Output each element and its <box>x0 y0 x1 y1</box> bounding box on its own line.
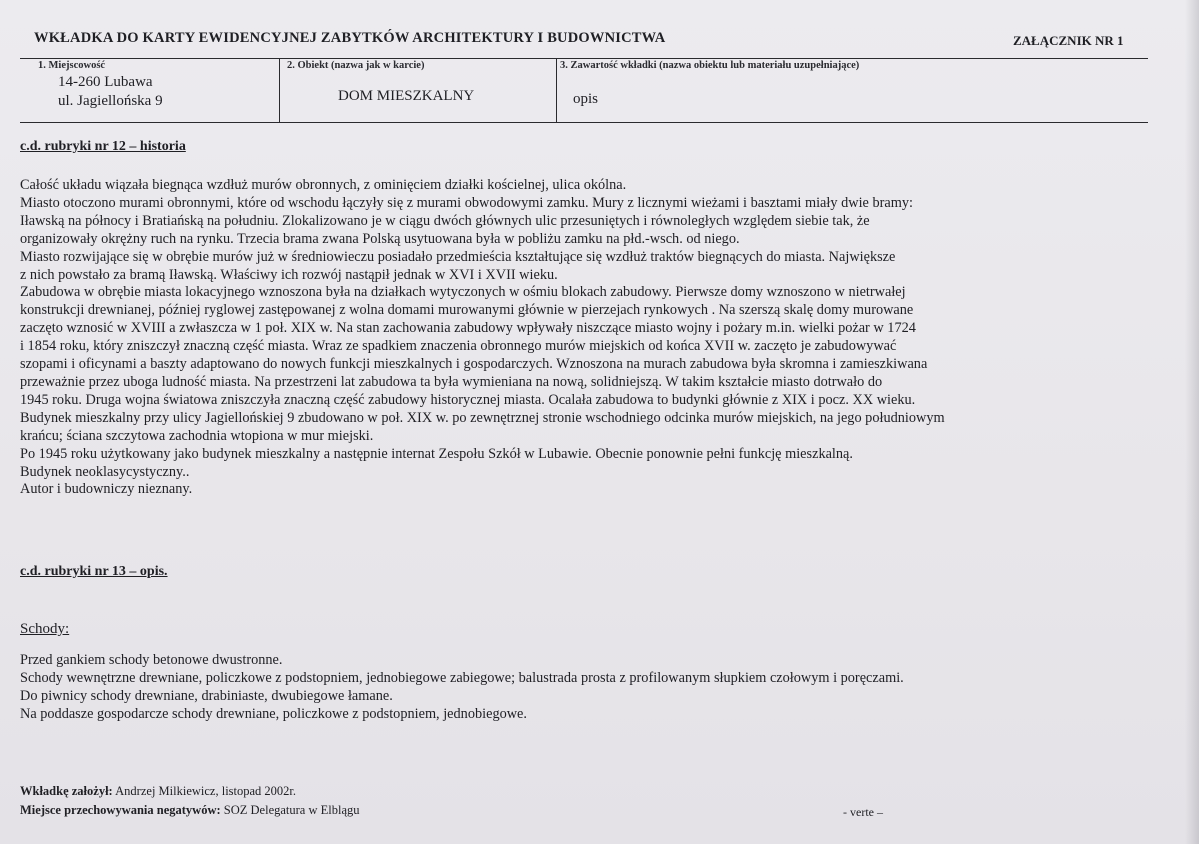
stairs-line: Schody wewnętrzne drewniane, policzkowe z podstopniem, jednobiegowe zabiegowe; balustrada prosta z profilowanym słupkiem czołowym i poręczami. <box>20 669 904 686</box>
annex-number: ZAŁĄCZNIK NR 1 <box>1013 33 1124 48</box>
history-line: Po 1945 roku użytkowany jako budynek mieszkalny a następnie internat Zespołu Szkół w Lubawie. Obecnie ponownie pełni funkcję mieszkalną. <box>20 445 853 462</box>
author-label: Wkładkę założył: <box>20 784 113 798</box>
author-value: Andrzej Milkiewicz, listopad 2002r. <box>115 784 297 798</box>
section-13-body <box>20 652 1170 724</box>
table-divider-1 <box>279 58 280 122</box>
history-line: Całość układu wiązała biegnąca wzdłuż murów obronnych, z ominięciem działki kościelnej, ulica okólna. <box>20 177 627 193</box>
history-line: przeważnie przez uboga ludność miasta. Na przestrzeni lat zabudowa ta była wymieniana na nową, solidniejszą. W takim kształcie miasto dotrwało do <box>20 373 883 390</box>
stairs-line: Przed gankiem schody betonowe dwustronne. <box>20 652 283 668</box>
verte-note: - verte – <box>843 805 883 819</box>
history-line: organizowały okrężny ruch na rynku. Trzecia brama zwana Polską usytuowana była w pobliżu zamku na płd.-wsch. od niego. <box>20 230 740 247</box>
scan-edge-shadow <box>1185 0 1199 844</box>
table-bottom-rule <box>20 122 1148 123</box>
content-label: 3. Zawartość wkładki (nazwa obiektu lub materiału uzupełniające) <box>560 60 860 71</box>
history-line: Iławską na północy i Bratiańską na południu. Zlokalizowano je w ciągu dwóch głównych ulic przesuniętych i równoległych względem siebie tak, że <box>20 212 870 229</box>
stairs-line: Na poddasze gospodarcze schody drewniane, policzkowe z podstopniem, jednobiegowe. <box>20 705 527 722</box>
history-line: 1945 roku. Druga wojna światowa zniszczyła znaczną część zabudowy historycznej miasta. Ocalała zabudowa to budynki głównie z XIX i pocz. XX wieku. <box>20 391 916 408</box>
stairs-subheading: Schody: <box>20 621 70 637</box>
content-value: opis <box>573 91 599 107</box>
history-line: Miasto rozwijające się w obrębie murów już w średniowieczu posiadało przedmieścia kształtujące się wzdłuż traktów biegnących do miasta. Największe <box>20 248 896 265</box>
author-line <box>20 784 296 799</box>
history-line: Autor i budowniczy nieznany. <box>20 481 193 498</box>
history-line: konstrukcji drewnianej, później ryglowej zastępowanej z wolna domami murowanymi głównie w pierzejach rynkowych . Na szerszą skalę domy murowane <box>20 302 914 319</box>
location-line1: 14-260 Lubawa <box>58 74 153 90</box>
location-label: 1. Miejscowość <box>38 60 106 71</box>
history-line: Zabudowa w obrębie miasta lokacyjnego wznoszona była na działkach wytyczonych w ośmiu blokach zabudowy. Pierwsze domy wznoszono w nietrwałej <box>20 284 906 301</box>
stairs-line: Do piwnicy schody drewniane, drabiniaste, dwubiegowe łamane. <box>20 687 393 704</box>
object-value: DOM MIESZKALNY <box>338 88 475 104</box>
history-line: z nich powstało za bramą Iławską. Właściwy ich rozwój nastąpił jednak w XVI i XVII wieku. <box>20 266 558 283</box>
object-label: 2. Obiekt (nazwa jak w karcie) <box>287 60 425 71</box>
history-line: Budynek mieszkalny przy ulicy Jagiellońskiej 9 zbudowano w poł. XIX w. po zewnętrznej stronie wschodniego odcinka murów miejskich, na jego południowym <box>20 409 945 426</box>
history-line: Budynek neoklasycystyczny.. <box>20 463 190 480</box>
history-line: szopami i oficynami a baszty adaptowano do nowych funkcji mieszkalnych i gospodarczych. Wznoszona na murach zabudowa była skromna i zamieszkiwana <box>20 356 928 373</box>
storage-line <box>20 803 360 818</box>
document-title: WKŁADKA DO KARTY EWIDENCYJNEJ ZABYTKÓW ARCHITEKTURY I BUDOWNICTWA <box>34 30 666 46</box>
location-line2: ul. Jagiellońska 9 <box>58 93 163 109</box>
section-12-heading: c.d. rubryki nr 12 – historia <box>20 139 186 154</box>
section-13-heading: c.d. rubryki nr 13 – opis. <box>20 564 168 579</box>
history-line: Miasto otoczono murami obronnymi, które od wschodu łączyły się z murami obwodowymi zamku. Mury z licznymi wieżami i basztami miały dwie bramy: <box>20 194 913 211</box>
table-top-rule <box>20 58 1148 59</box>
storage-value: SOZ Delegatura w Elblągu <box>223 803 360 817</box>
section-12-body <box>20 177 1170 499</box>
history-line: i 1854 roku, który zniszczył znaczną część miasta. Wraz ze spadkiem znaczenia obronnego murów miejskich od końca XVII w. zaczęto je zabudowywać <box>20 338 897 355</box>
history-line: zaczęto wznosić w XVIII a zwłaszcza w 1 poł. XIX w. Na stan zachowania zabudowy wpływały niszczące miasto wojny i pożary m.in. wielki pożar w 1724 <box>20 320 916 337</box>
history-line: krańcu; ściana szczytowa zachodnia wtopiona w mur miejski. <box>20 427 374 444</box>
storage-label: Miejsce przechowywania negatywów: <box>20 803 221 817</box>
table-divider-2 <box>556 58 557 122</box>
